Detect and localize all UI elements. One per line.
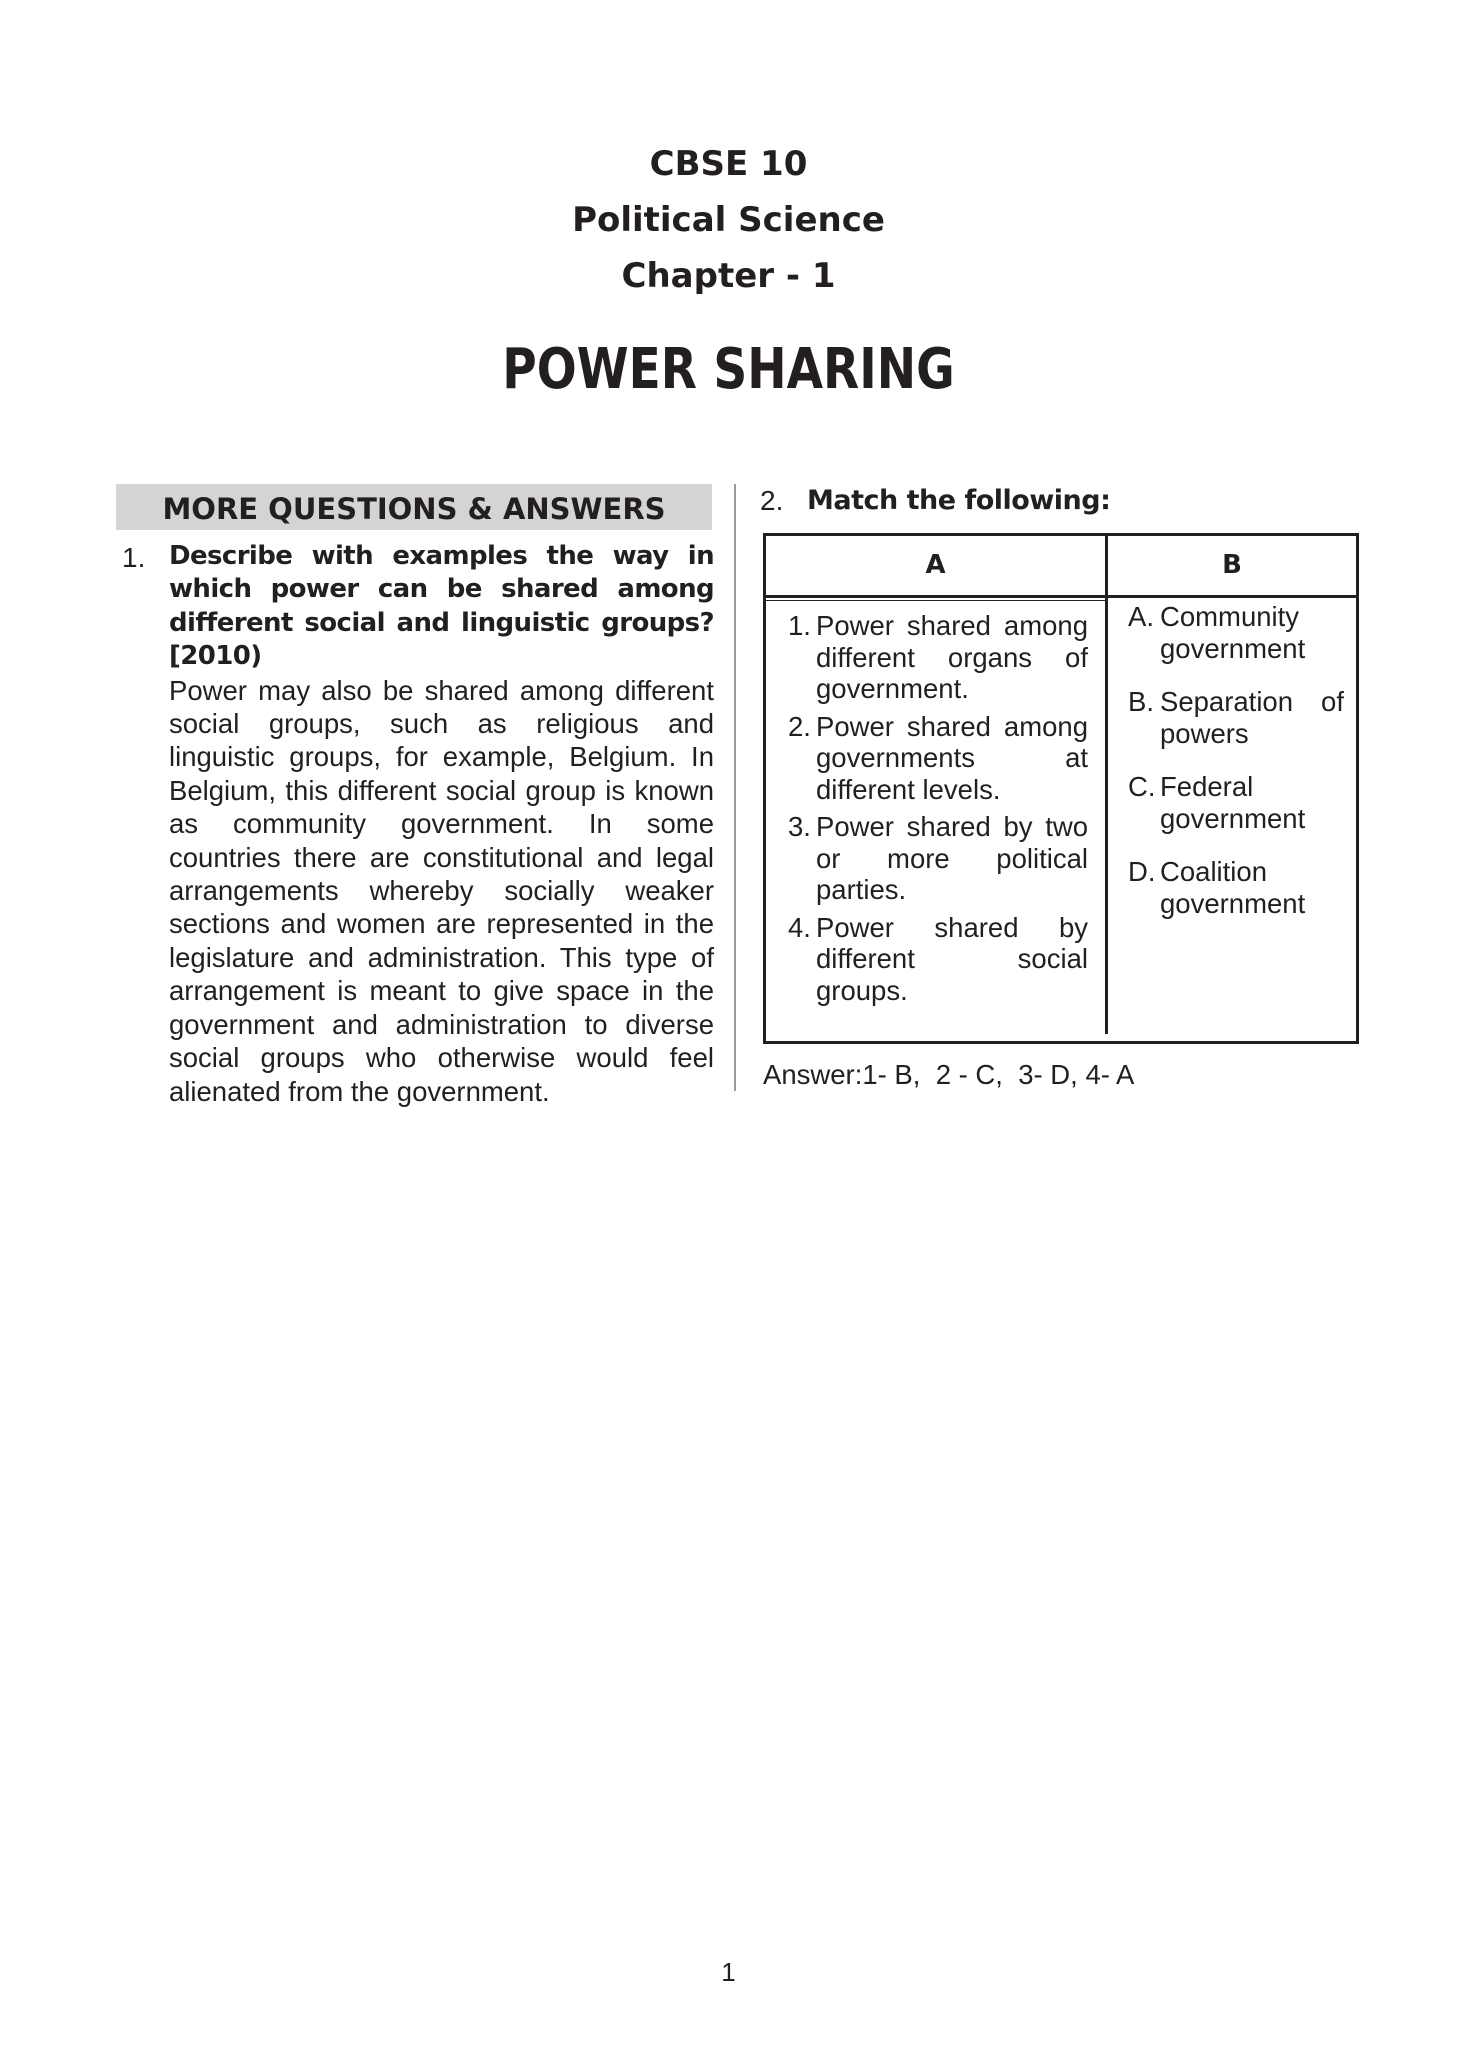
page-title: POWER SHARING	[502, 337, 955, 402]
section-heading: MORE QUESTIONS & ANSWERS	[116, 484, 712, 530]
table-header-rule	[766, 595, 1356, 598]
column-b-header: B	[1222, 550, 1242, 580]
list-item: 4. Power shared by different social groups.	[788, 911, 1088, 1006]
list-item: A. Community government	[1128, 601, 1306, 664]
header-chapter: Chapter - 1	[621, 256, 836, 296]
question-2-answer: Answer:1- B, 2 - C, 3- D, 4- A	[763, 1059, 1135, 1090]
list-item: D. Coalition government	[1128, 856, 1306, 919]
header-subject: Political Science	[572, 200, 885, 240]
column-a-header: A	[925, 550, 946, 580]
column-b-list	[1128, 601, 1344, 919]
question-2-number: 2.	[760, 485, 784, 516]
list-item: B. Separation of powers	[1128, 686, 1344, 749]
header-class: CBSE 10	[649, 144, 808, 184]
question-1-number: 1.	[122, 542, 146, 573]
column-divider	[734, 484, 736, 1091]
column-a-list	[788, 610, 1088, 1006]
question-1-answer: Power may also be shared among different social groups, such as religious and linguistic groups, for example, Belgium. In Belgium, this different social group is known as community government. In some countries there are constitutional and legal arrangements whereby socially weaker sections and women are represented in the legislature and administration. This type of arrangement is meant to give space in the government and administration to diverse social groups who otherwise would feel alienated from the government.	[169, 674, 714, 1107]
question-1-block	[169, 540, 714, 1108]
match-table	[763, 533, 1359, 1044]
list-item: C. Federal government	[1128, 771, 1306, 834]
list-item: 3. Power shared by two or more political parties.	[788, 811, 1088, 905]
list-item: 1. Power shared among different organs of government.	[788, 610, 1088, 704]
page-number: 1	[721, 1957, 736, 1987]
table-column-rule	[1105, 536, 1108, 1034]
table-header-rule-inner	[766, 600, 1105, 601]
question-2-title: Match the following:	[807, 485, 1111, 516]
list-item: 2. Power shared among governments at different levels.	[788, 710, 1088, 805]
question-1-text: Describe with examples the way in which power can be shared among different social and linguistic groups? [2010)	[169, 541, 714, 672]
